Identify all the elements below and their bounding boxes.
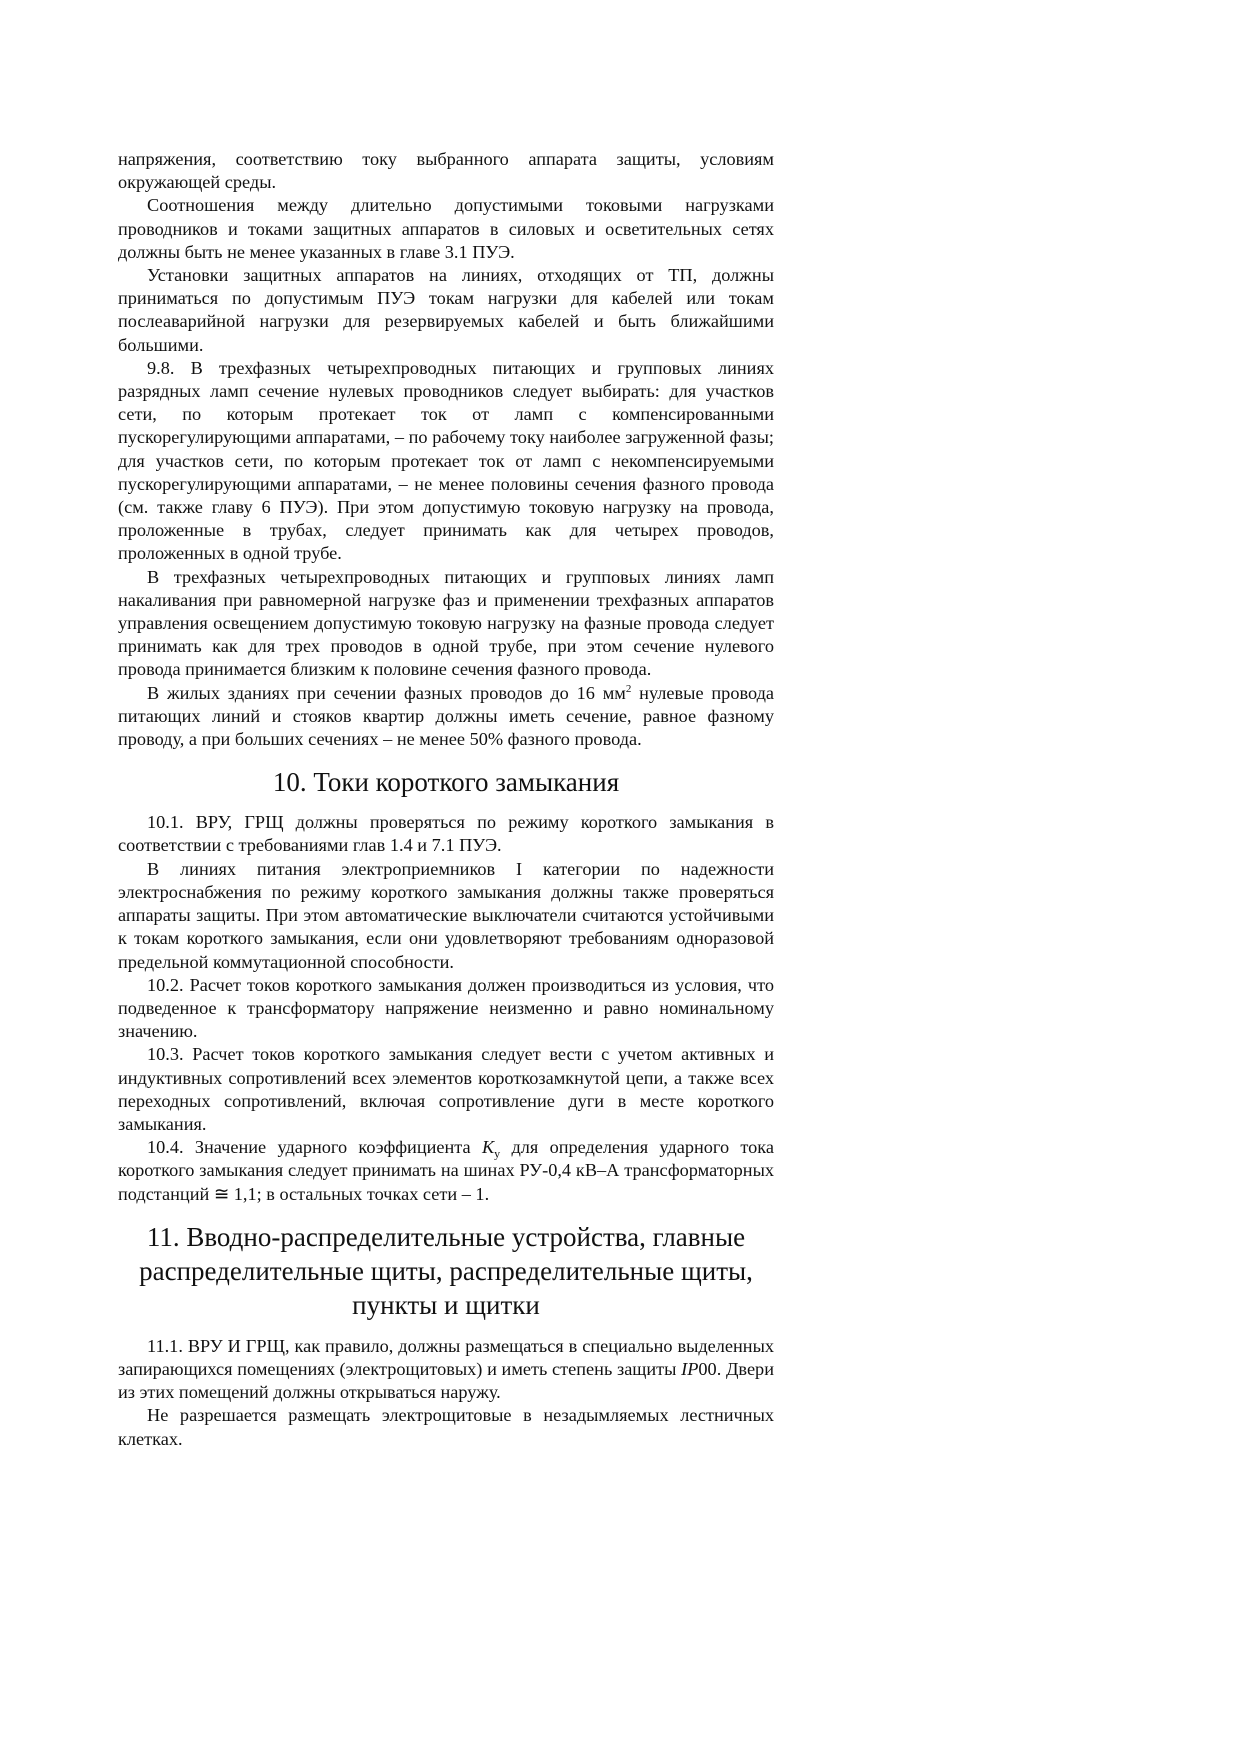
section-heading-11: 11. Вводно-распределительные устройства, главные распределительные щиты, распределительные щиты, пункты и щитки (139, 1221, 753, 1320)
paragraph-smoke-free-stairs: Не разрешается размещать электрощитовые в незадымляемых лестничных клетках. (118, 1405, 774, 1449)
paragraph-11-1 (118, 1335, 774, 1405)
paragraph-residential (118, 682, 774, 752)
document-page (118, 148, 774, 1451)
p11-1-text-a: 11.1. ВРУ И ГРЩ, как правило, должны размещаться в специально выделенных запирающихся помещениях (электрощитовых) и иметь степень защиты (118, 1335, 774, 1379)
squared-superscript: 2 (625, 682, 632, 695)
paragraph-continuation: напряжения, соответствию току выбранного аппарата защиты, условиям окружающей среды. (118, 149, 774, 193)
residential-text-a: В жилых зданиях при сечении фазных проводов до 16 мм (147, 682, 626, 703)
p10-4-text-b: для определения ударного тока короткого замыкания следует принимать на шинах РУ-0,4 кВ–А трансформаторных подстанций (118, 1137, 774, 1204)
paragraph-9-8: 9.8. В трехфазных четырехпроводных питающих и групповых линиях разрядных ламп сечение нулевых проводников следует выбирать: для участков сети, по которым протекает ток от ламп с компенсированными пускорегулирующими аппаратами, – по рабочему току наиболее загруженной фазы; для участков сети, по которым протекает ток от ламп с некомпенсируемыми пускорегулирующими аппаратами, – не менее половины сечения фазного провода (см. также главу 6 ПУЭ). При этом допустимую токовую нагрузку на провода, проложенные в трубах, следует принимать как для четырех проводов, проложенных в одной трубе. (118, 357, 774, 564)
paragraph-10-1: 10.1. ВРУ, ГРЩ должны проверяться по режиму короткого замыкания в соответствии с требованиями глав 1.4 и 7.1 ПУЭ. (118, 812, 774, 856)
approx-symbol: ≅ (213, 1183, 230, 1204)
residential-text-b: нулевые провода питающих линий и стояков квартир должны иметь сечение, равное фазному проводу, а при больших сечениях – не менее 50% фазного провода. (118, 682, 774, 750)
paragraph-category-1: В линиях питания электроприемников I категории по надежности электроснабжения по режиму короткого замыкания должны также проверяться аппараты защиты. При этом автоматические выключатели считаются устойчивыми к токам короткого замыкания, если они удовлетворяют требованиям одноразовой предельной коммутационной способности. (118, 858, 774, 972)
paragraph-10-2: 10.2. Расчет токов короткого замыкания должен производиться из условия, что подведенное к трансформатору напряжение неизменно и равно номинальному значению. (118, 974, 774, 1042)
paragraph-load-ratio: Соотношения между длительно допустимыми токовыми нагрузками проводников и токами защитных аппаратов в силовых и осветительных сетях должны быть не менее указанных в главе 3.1 ПУЭ. (118, 195, 774, 262)
paragraph-incandescent-lamps: В трехфазных четырехпроводных питающих и групповых линиях ламп накаливания при равномерной нагрузке фаз и применении трехфазных аппаратов управления освещением допустимую токовую нагрузку на фазные провода следует принимать как для трех проводов в одной трубе, при этом сечение нулевого провода принимается близким к половине сечения фазного провода. (118, 566, 774, 680)
ip-rating: IP (681, 1358, 699, 1379)
paragraph-10-3: 10.3. Расчет токов короткого замыкания следует вести с учетом активных и индуктивных сопротивлений всех элементов короткозамкнутой цепи, а также всех переходных сопротивлений, включая сопротивление дуги в месте короткого замыкания. (118, 1044, 774, 1134)
p10-4-text-c: 1,1; в остальных точках сети – 1. (229, 1183, 490, 1204)
coefficient-symbol: K (481, 1137, 495, 1158)
p11-1-text-b: 00. Двери из этих помещений должны открываться наружу. (118, 1358, 774, 1403)
section-heading-10: 10. Токи короткого замыкания (272, 767, 620, 798)
paragraph-protective-devices: Установки защитных аппаратов на линиях, отходящих от ТП, должны приниматься по допустимым ПУЭ токам нагрузки для кабелей или токам послеаварийной нагрузки для резервируемых кабелей и быть ближайшими большими. (118, 265, 774, 355)
paragraph-10-4 (118, 1136, 774, 1206)
coefficient-subscript: у (494, 1146, 501, 1161)
p10-4-text-a: 10.4. Значение ударного коэффициента (147, 1137, 482, 1158)
